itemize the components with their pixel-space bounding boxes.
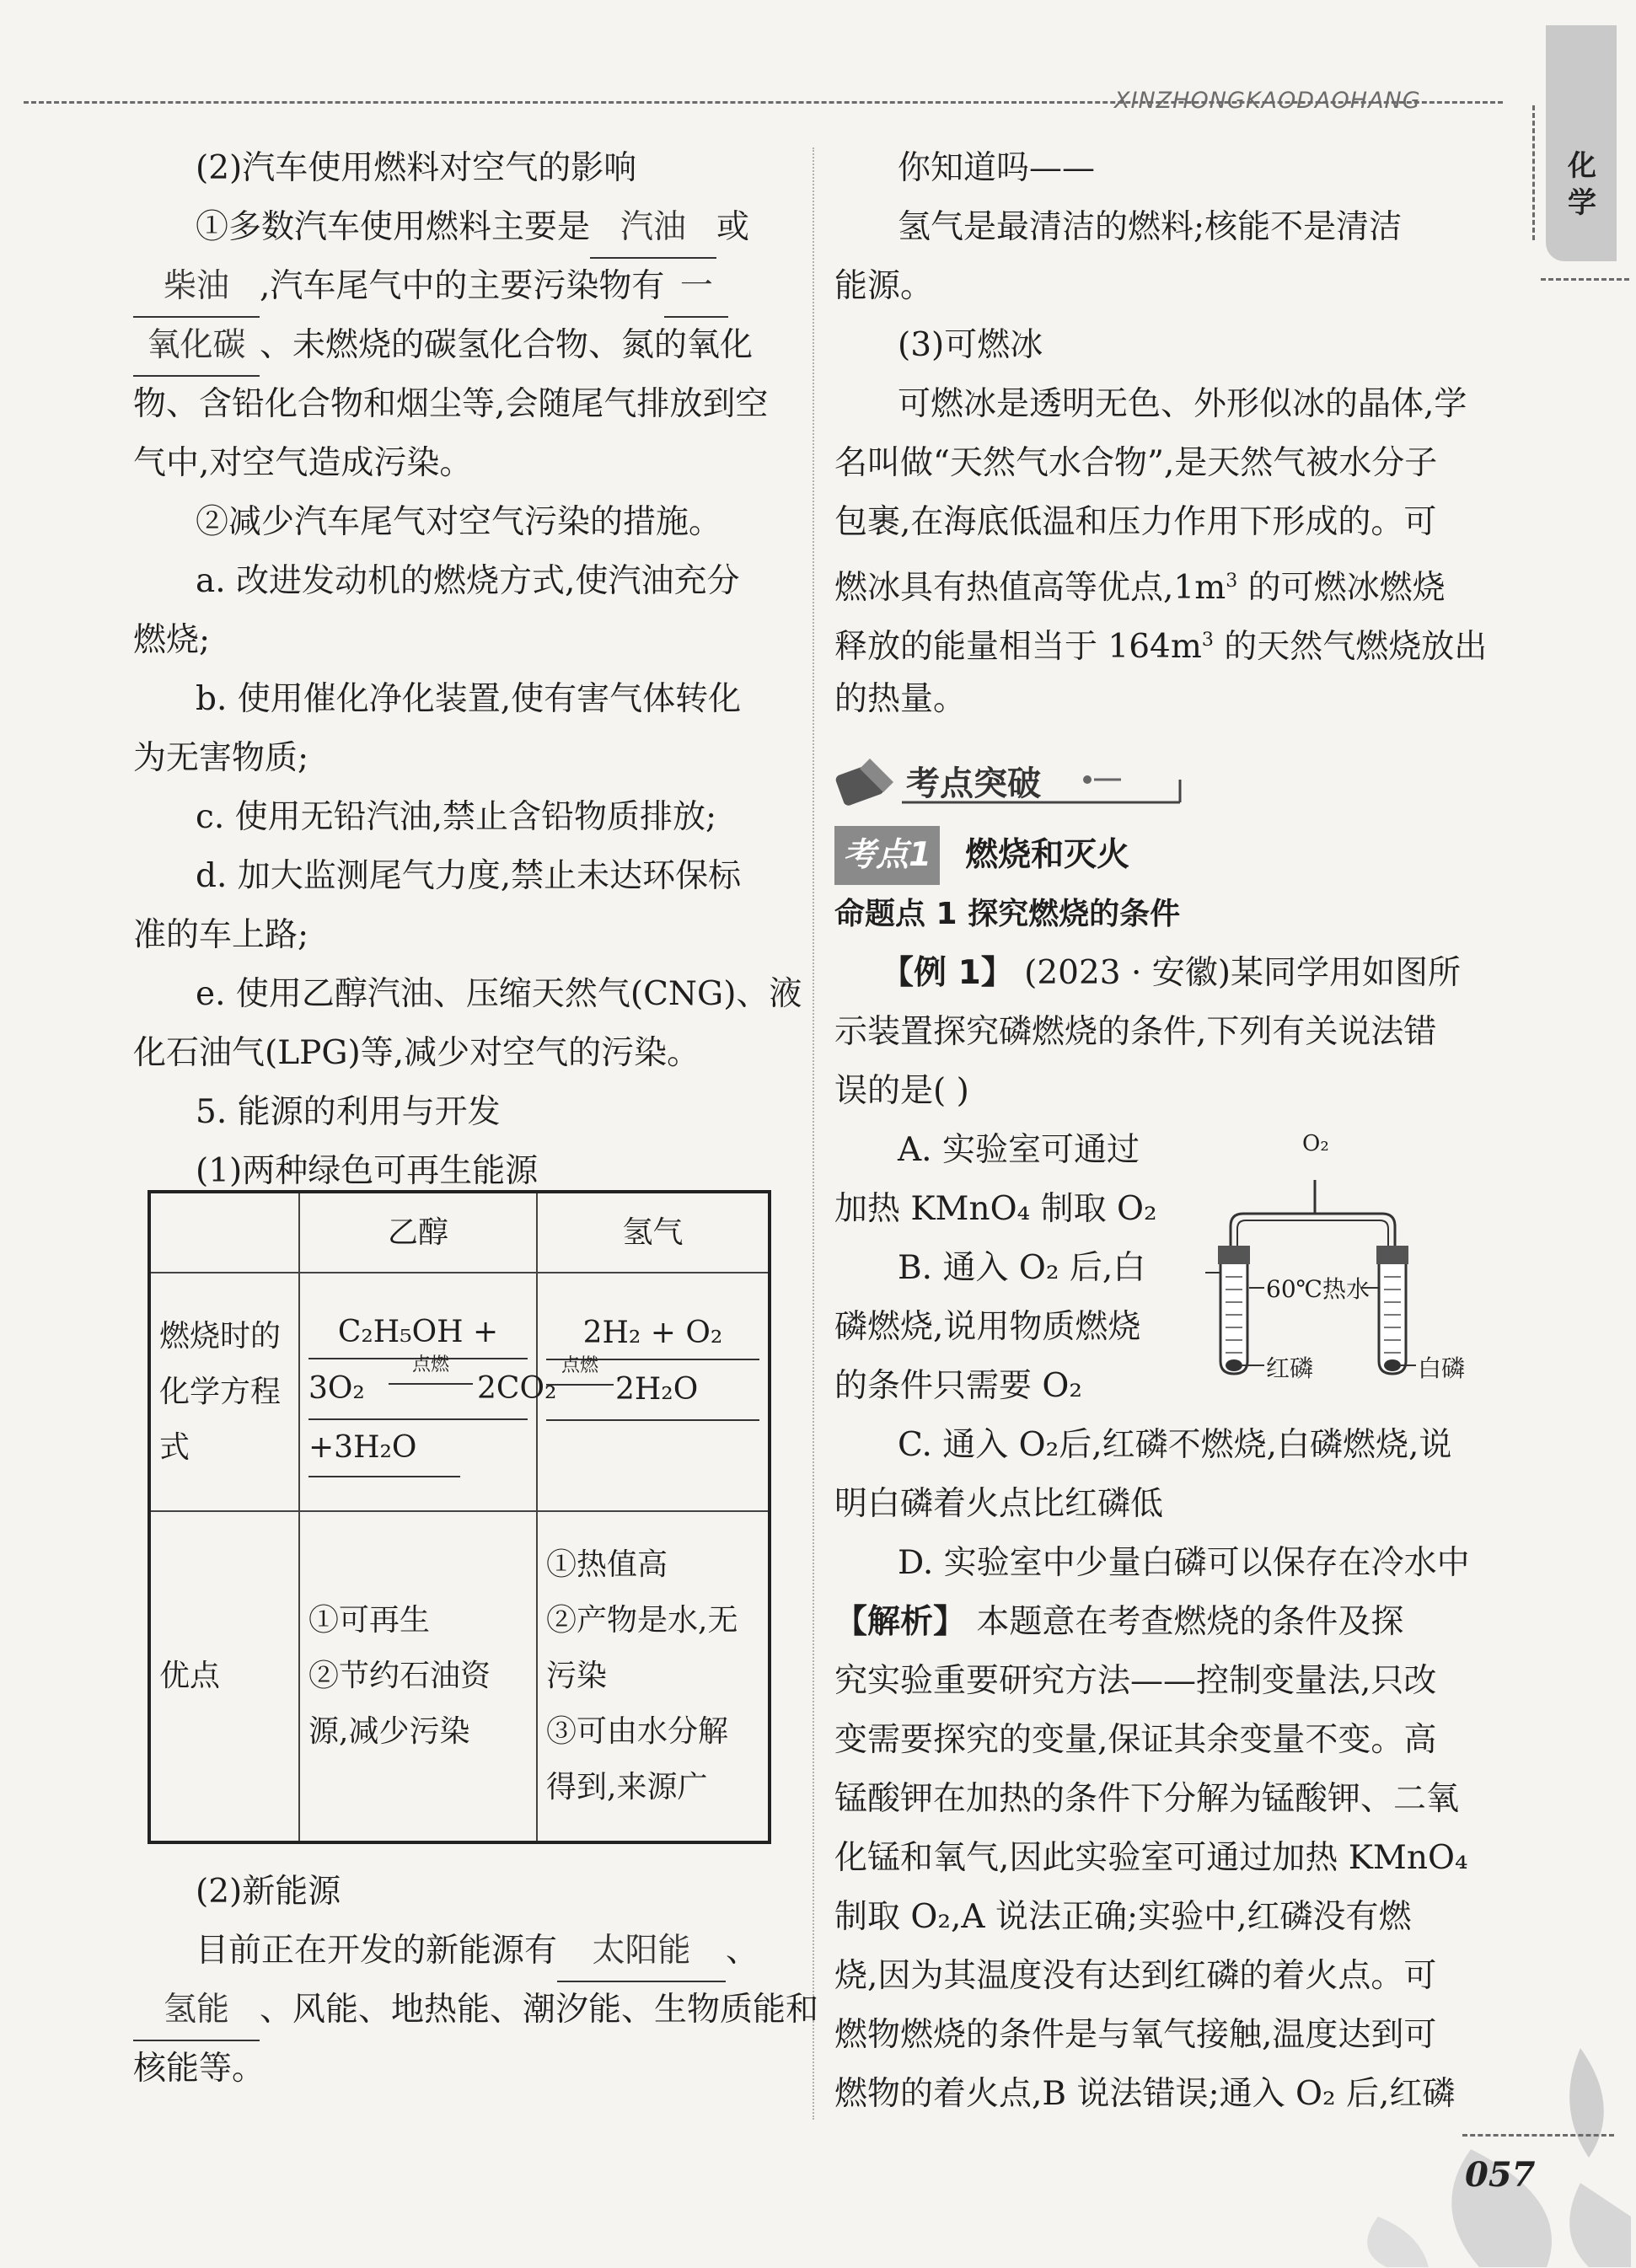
white-phosphorus-label: 白磷 <box>1418 1354 1466 1382</box>
left-line: (1)两种绿色可再生能源 <box>196 1152 539 1190</box>
answer-blank: 一 <box>664 257 728 318</box>
oxygen-label: O₂ <box>1302 1131 1329 1156</box>
key-point-heading: 考点1 燃烧和灭火 <box>834 826 1129 885</box>
option-c: C. 通入 O₂后,红磷不燃烧,白磷燃烧,说 <box>898 1426 1452 1464</box>
red-phosphorus-label: 红磷 <box>1266 1354 1314 1382</box>
right-line: 的热量。 <box>834 680 967 718</box>
right-line: 燃冰具有热值高等优点$,1m^3$ 的可燃冰燃烧 <box>834 569 1446 607</box>
column-divider <box>813 147 814 2120</box>
analysis-line: 烧,因为其温度没有达到红磷的着火点。可 <box>834 1957 1437 1995</box>
analysis-line: 锰酸钾在加热的条件下分解为锰酸钾、二氧 <box>834 1780 1460 1818</box>
left-line: 氢能 、风能、地热能、潮汐能、生物质能和 <box>133 1981 818 2041</box>
key-point-badge: 考点1 <box>834 826 940 885</box>
proposition-heading: 命题点 1 探究燃烧的条件 <box>834 897 1181 931</box>
left-line: (2)汽车使用燃料对空气的影响 <box>196 149 637 187</box>
analysis-line: 燃物的着火点,B 说法错误;通入 O₂ 后,红磷 <box>834 2075 1456 2113</box>
right-line: 名叫做“天然气水合物”,是天然气被水分子 <box>834 444 1438 482</box>
option-a: A. 实验室可通过 <box>898 1131 1140 1169</box>
table-header: 乙醇 <box>299 1192 537 1273</box>
left-line: 柴油 ,汽车尾气中的主要污染物有 一 <box>133 257 728 318</box>
table-cell: C₂H₅OH + 3O₂ 点燃 2CO₂ +3H₂O <box>299 1273 537 1511</box>
subject-label: 化学 <box>1568 149 1596 220</box>
analysis-line: 究实验重要研究方法——控制变量法,只改 <box>834 1662 1437 1700</box>
left-line: 目前正在开发的新能源有 太阳能 、 <box>196 1922 759 1982</box>
table-cell: ①可再生 ②节约石油资 源,减少污染 <box>299 1511 537 1842</box>
right-line: 释放的能量相当于 $164m^3$ 的天然气燃烧放出 <box>834 628 1488 666</box>
left-line: a. 改进发动机的燃烧方式,使汽油充分 <box>196 562 740 600</box>
left-line: b. 使用催化净化装置,使有害气体转化 <box>196 680 742 718</box>
table-cell: ①热值高 ②产物是水,无 污染 ③可由水分解 得到,来源广 <box>537 1511 770 1842</box>
left-line: 物、含铅化合物和烟尘等,会随尾气排放到空 <box>133 385 769 423</box>
section-heading: 5. 能源的利用与开发 <box>196 1093 501 1131</box>
hot-water-label: 60℃热水 <box>1266 1275 1370 1303</box>
subject-tab <box>1546 25 1617 261</box>
section-banner <box>834 750 1188 813</box>
left-line: ①多数汽车使用燃料主要是 汽油 或 <box>196 198 749 259</box>
page-number: 057 <box>1465 2155 1536 2195</box>
answer-blank: 氧化碳 <box>133 316 260 377</box>
right-line: 示装置探究磷燃烧的条件,下列有关说法错 <box>834 1013 1437 1051</box>
option-b: 磷燃烧,说用物质燃烧 <box>834 1308 1141 1346</box>
right-line: 氢气是最清洁的燃料;核能不是清洁 <box>898 208 1403 246</box>
series-code: XINZHONGKAODAOHANG <box>1114 88 1421 114</box>
tab-dash-vertical <box>1532 105 1535 240</box>
left-line: d. 加大监测尾气力度,禁止未达环保标 <box>196 857 742 895</box>
left-line: 准的车上路; <box>133 916 309 954</box>
example-line: 【例 1】 (2023 · 安徽)某同学用如图所 <box>881 954 1461 992</box>
left-line: 为无害物质; <box>133 739 309 777</box>
option-b: 的条件只需要 O₂ <box>834 1367 1083 1405</box>
energy-table <box>148 1190 771 1844</box>
experiment-diagram <box>1205 1121 1500 1399</box>
option-d: D. 实验室中少量白磷可以保存在冷水中 <box>898 1544 1470 1582</box>
option-b: B. 通入 O₂ 后,白 <box>898 1249 1146 1287</box>
footer-rule <box>1462 2134 1614 2137</box>
right-line: 能源。 <box>834 267 934 305</box>
left-line: c. 使用无铅汽油,禁止含铅物质排放; <box>196 798 717 836</box>
left-line: e. 使用乙醇汽油、压缩天然气(CNG)、液 <box>196 975 802 1013</box>
answer-blank: 汽油 <box>590 198 716 259</box>
option-a: 加热 KMnO₄ 制取 O₂ <box>834 1190 1157 1228</box>
section-title: 考点突破 <box>906 764 1041 803</box>
table-row-label: 燃烧时的化学方程式 <box>149 1273 299 1511</box>
answer-blank: 柴油 <box>133 257 260 318</box>
right-line: 误的是( ) <box>834 1072 969 1110</box>
option-c: 明白磷着火点比红磷低 <box>834 1485 1164 1523</box>
answer-blank: 太阳能 <box>557 1922 726 1982</box>
analysis-line: 变需要探究的变量,保证其余变量不变。高 <box>834 1721 1437 1759</box>
table-cell: 2H₂ + O₂ 点燃 2H₂O <box>537 1273 770 1511</box>
table-row-label: 优点 <box>149 1511 299 1842</box>
droplet-decoration <box>1302 2014 1631 2267</box>
answer-blank: 氢能 <box>133 1981 260 2041</box>
table-corner <box>149 1192 299 1273</box>
right-line: 包裹,在海底低温和压力作用下形成的。可 <box>834 503 1437 541</box>
analysis-line: 制取 O₂,A 说法正确;实验中,红磷没有燃 <box>834 1898 1412 1936</box>
tab-dash <box>1541 278 1629 281</box>
table-header: 氢气 <box>537 1192 770 1273</box>
right-line: 可燃冰是透明无色、外形似冰的晶体,学 <box>898 385 1467 423</box>
left-line: (2)新能源 <box>196 1873 341 1911</box>
analysis-line: 【解析】 本题意在考查燃烧的条件及探 <box>834 1603 1404 1641</box>
analysis-line: 化锰和氧气,因此实验室可通过加热 KMnO₄ <box>834 1839 1468 1877</box>
right-line: (3)可燃冰 <box>898 326 1043 364</box>
left-line: 化石油气(LPG)等,减少对空气的污染。 <box>133 1034 700 1072</box>
left-line: 核能等。 <box>133 2050 266 2088</box>
left-line: 气中,对空气造成污染。 <box>133 444 473 482</box>
left-line: 燃烧; <box>133 621 211 659</box>
left-line: 氧化碳 、未燃烧的碳氢化合物、氮的氧化 <box>133 316 753 377</box>
analysis-line: 燃物燃烧的条件是与氧气接触,温度达到可 <box>834 2016 1437 2054</box>
right-line: 你知道吗—— <box>898 149 1096 187</box>
left-line: ②减少汽车尾气对空气污染的措施。 <box>196 503 722 541</box>
